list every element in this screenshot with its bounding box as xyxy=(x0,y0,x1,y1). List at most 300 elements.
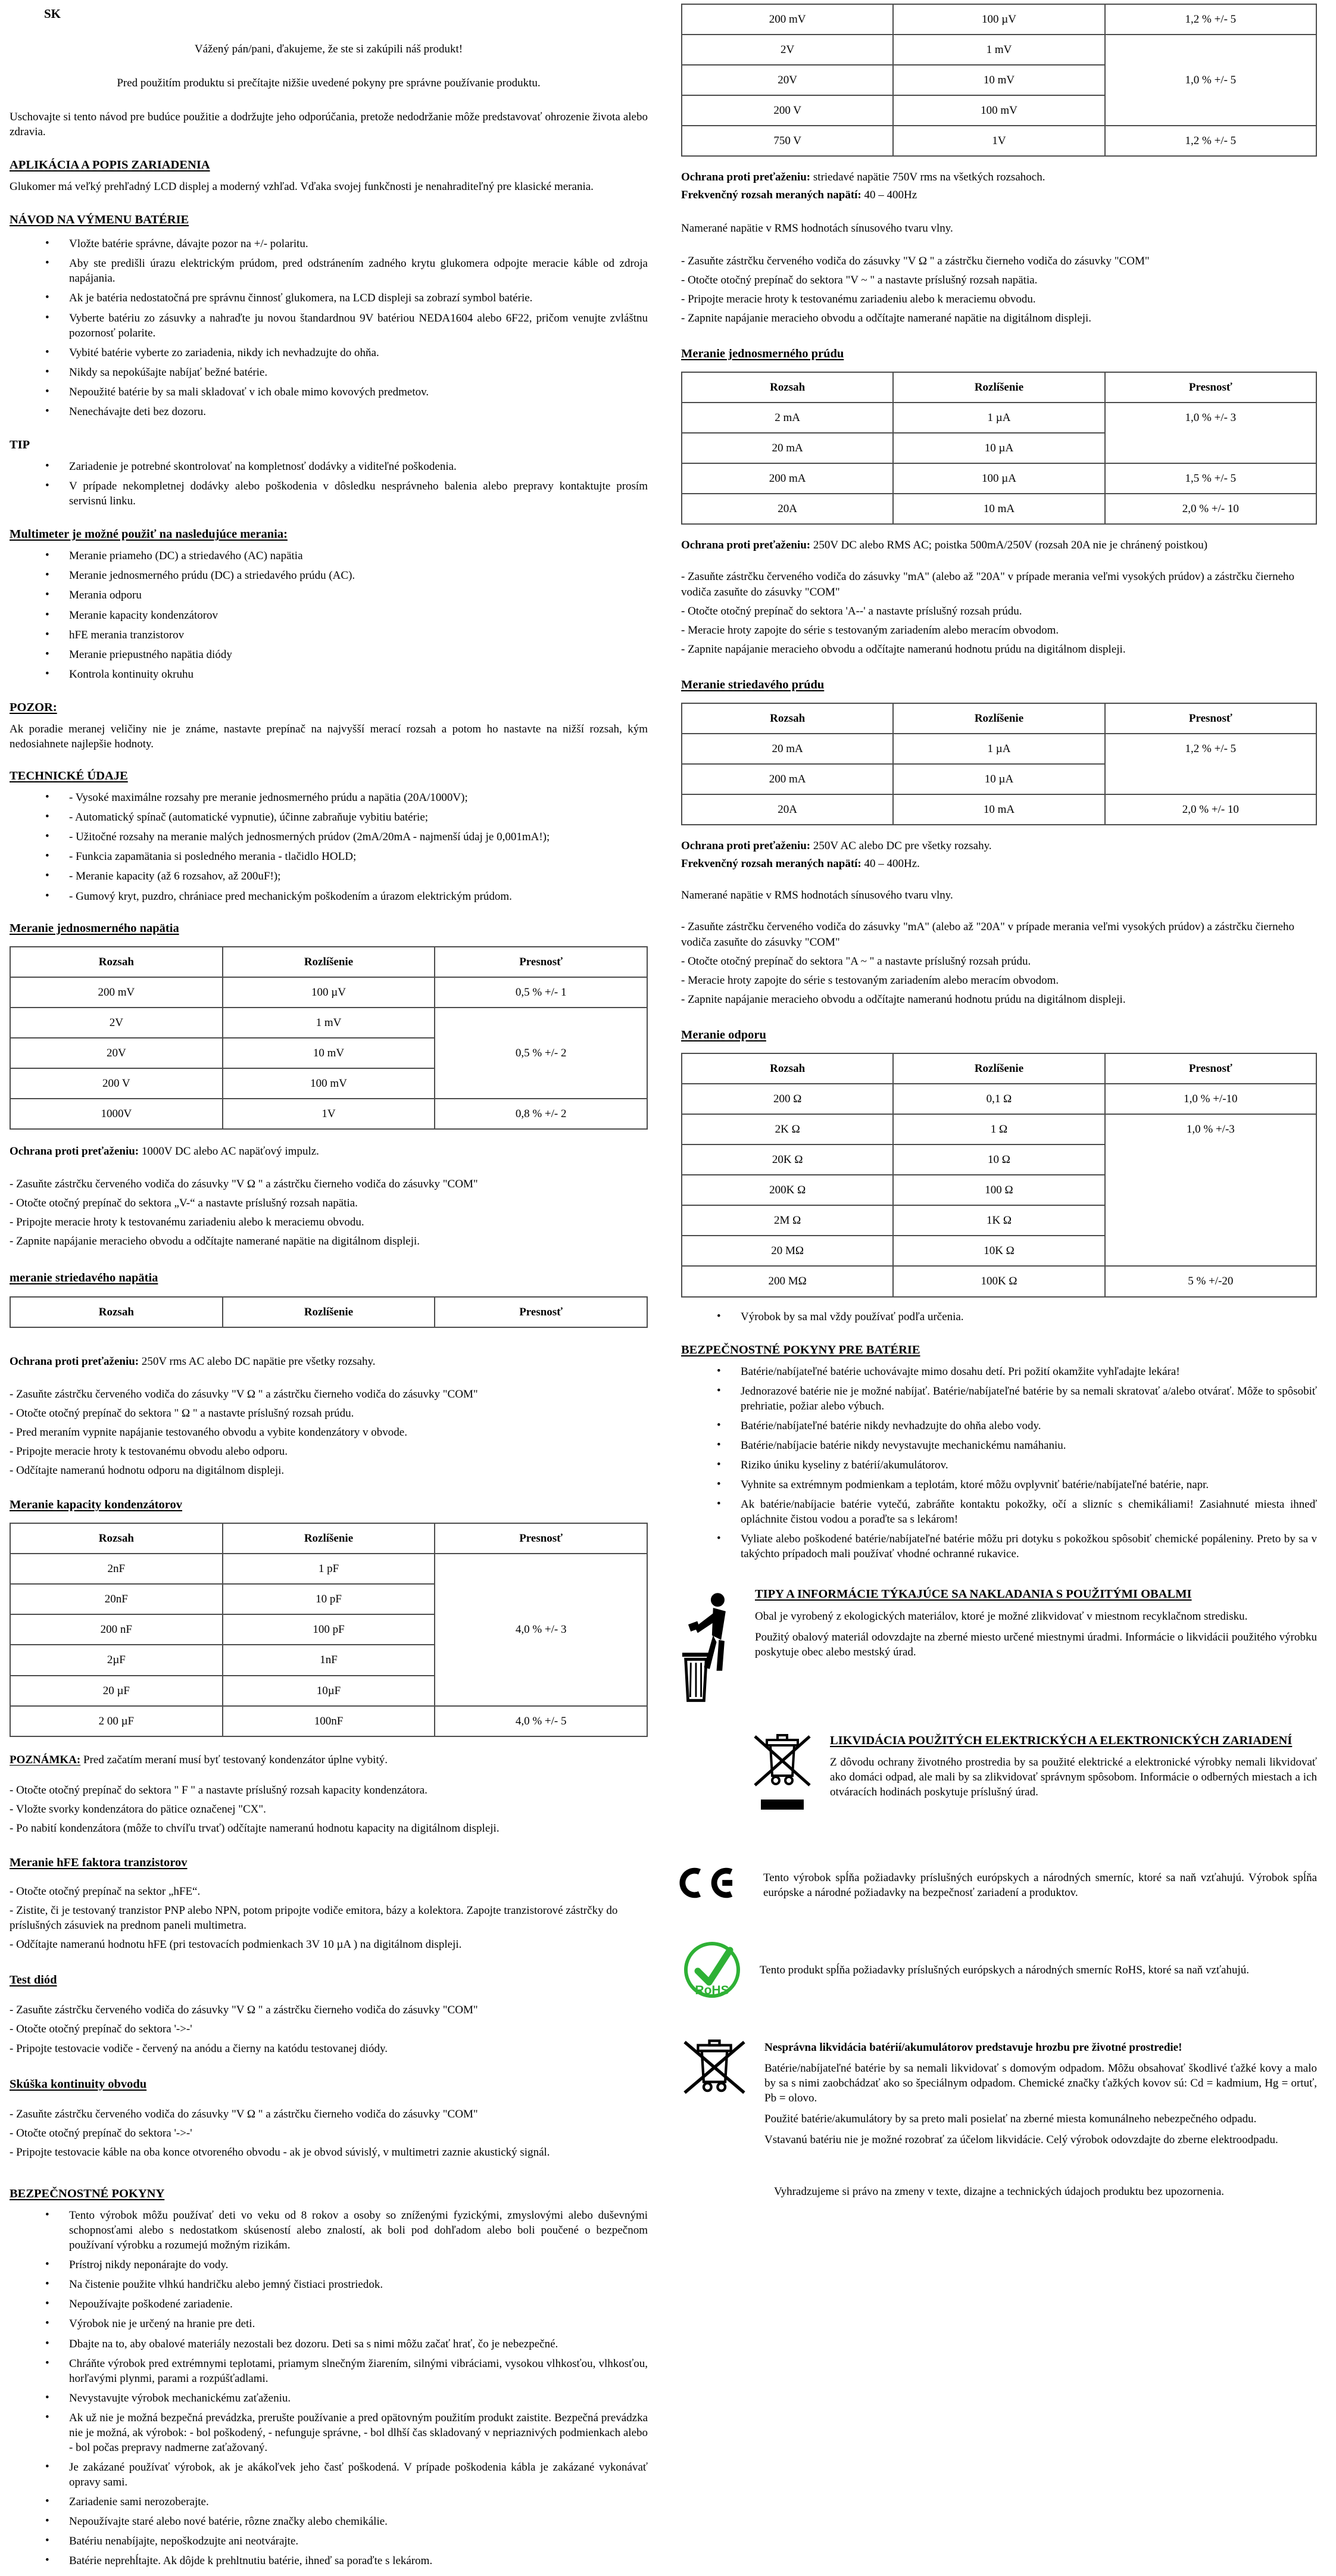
spec-table xyxy=(10,1296,648,1328)
icon-block-text xyxy=(760,1957,1317,1984)
spec-table-header-row xyxy=(10,1297,647,1327)
bullet-item: • Dbajte na to, aby obalové materiály nezostali bez dozoru. Deti sa s nimi môžu začať hrať, čo je nebezpečné. xyxy=(10,2337,648,2352)
icon-block-paragraph: Z dôvodu ochrany životného prostredia by sa použité elektrické a elektronické výrobky nemali likvidovať ako domáci odpad, ale mali by sa zlikvidovať správnym spôsobom. Informácie o odberných miestach a ich otváracích hodinách poskytuje príslušný úrad. xyxy=(830,1755,1317,1798)
note-label: POZNÁMKA: xyxy=(10,1753,81,1766)
table-row xyxy=(10,1008,647,1038)
bullet-item: • Riziko úniku kyseliny z batérií/akumulátorov. xyxy=(681,1458,1317,1473)
spec-table-body xyxy=(682,1084,1316,1297)
bullet-item: • Batérie/nabíjateľné batérie nikdy nevhadzujte do ohňa alebo vody. xyxy=(681,1418,1317,1433)
table-cell: 1 Ω xyxy=(893,1114,1104,1144)
icon-block xyxy=(681,1937,1317,2003)
section-heading: Meranie hFE faktora tranzistorov xyxy=(10,1855,188,1869)
bullet-item: • - Meranie kapacity (až 6 rozsahov, až 200uF!); xyxy=(10,869,648,884)
table-cell: 2M Ω xyxy=(682,1205,893,1236)
instruction-line: - Zasuňte zástrčku červeného vodiča do zásuvky "V Ω " a zástrčku čierneho vodiča do zásuvky "COM" xyxy=(10,1387,478,1401)
left-column xyxy=(10,5,648,2576)
table-cell: 1V xyxy=(893,126,1104,156)
instruction-line: - Pred meraním vypnite napájanie testovaného obvodu a vybite kondenzátory v obvode. xyxy=(10,1426,407,1439)
table-row xyxy=(682,734,1316,764)
table-cell: 2 mA xyxy=(682,403,893,433)
spec-table xyxy=(681,703,1317,825)
protection-note-line xyxy=(681,188,1317,202)
table-cell: 1,2 % +/- 5 xyxy=(1105,126,1316,156)
protection-note-value: striedavé napätie 750V rms na všetkých rozsahoch. xyxy=(810,171,1045,184)
table-row xyxy=(682,794,1316,825)
table-header-cell: Presnosť xyxy=(1105,703,1316,734)
icon-block-text xyxy=(755,1586,1317,1665)
table-cell: 10 mV xyxy=(893,65,1104,95)
table-cell: 10 mV xyxy=(223,1038,435,1068)
bullet-item: • Zariadenie je potrebné skontrolovať na kompletnosť dodávky a viditeľné poškodenia. xyxy=(10,459,648,474)
spec-table xyxy=(681,4,1317,157)
spec-table xyxy=(681,1053,1317,1298)
bullet-item: • Výrobok by sa mal vždy používať podľa určenia. xyxy=(681,1309,1317,1324)
centered-paragraph: Pred použitím produktu si prečítajte nižšie uvedené pokyny pre správne používanie produktu. xyxy=(117,76,541,89)
bullet-item: • Jednorazové batérie nie je možné nabíjať. Batérie/nabíjateľné batérie by sa nemali skratovať a/alebo otvárať. Môže to spôsobiť prehriatie, požiar alebo výbuch. xyxy=(681,1384,1317,1414)
spec-table xyxy=(10,1523,648,1737)
bullet-item: • Kontrola kontinuity okruhu xyxy=(10,667,648,682)
bullet-item: • Ak batérie/nabíjacie batérie vytečú, zabráňte kontaktu pokožky, očí a slizníc s chemikáliami! Zasiahnuté miesta ihneď opláchnite čistou vodou a poraďte sa s lekárom! xyxy=(681,1497,1317,1527)
table-row xyxy=(10,1099,647,1129)
table-cell: 200 nF xyxy=(10,1614,223,1645)
bullet-item: • Batérie/nabíjacie batérie nikdy nevystavujte mechanickému namáhaniu. xyxy=(681,1438,1317,1453)
instruction-line: - Otočte otočný prepínač do sektora „V-“ a nastavte príslušný rozsah napätia. xyxy=(10,1197,358,1210)
paragraph: Namerané napätie v RMS hodnotách sínusového tvaru vlny. xyxy=(681,889,953,902)
protection-note xyxy=(10,1354,648,1369)
bullet-item: • Meranie kapacity kondenzátorov xyxy=(10,608,648,623)
section-heading: meranie striedavého napätia xyxy=(10,1271,158,1285)
instruction-line: - Zasuňte zástrčku červeného vodiča do zásuvky "mA" (alebo až "20A" v prípade merania veľmi vysokých prúdov) a zástrčku čierneho vodiča zasuňte do zásuvky "COM" xyxy=(681,921,1295,949)
bullet-item: • Nenechávajte deti bez dozoru. xyxy=(10,404,648,419)
protection-note-line xyxy=(681,170,1317,185)
table-header-cell: Rozsah xyxy=(682,1053,893,1084)
table-cell: 1 mV xyxy=(893,35,1104,65)
table-cell: 10 mA xyxy=(893,494,1104,524)
section-heading: Meranie odporu xyxy=(681,1028,766,1041)
table-cell: 750 V xyxy=(682,126,893,156)
spec-table-header-row xyxy=(682,1053,1316,1084)
instruction-line: - Otočte otočný prepínač do sektora " Ω " a nastavte príslušný rozsah prúdu. xyxy=(10,1406,354,1420)
bullet-list xyxy=(681,1309,1317,1324)
icon-block-text xyxy=(763,1864,1317,1906)
instruction-line: - Zasuňte zástrčku červeného vodiča do zásuvky "V Ω " a zástrčku čierneho vodiča do zásuvky "COM" xyxy=(10,1178,478,1191)
centered-paragraph: Vážený pán/pani, ďakujeme, že ste si zakúpili náš produkt! xyxy=(194,42,463,55)
protection-note-value: 250V rms AC alebo DC napätie pre všetky rozsahy. xyxy=(139,1355,376,1368)
icon-block-paragraph: Tento výrobok spĺňa požiadavky príslušných európskych a národných smerníc, ktoré sa naň vzťahujú. Výrobok spĺňa európske a národné požiadavky na bezpečnosť zariadení a produktov. xyxy=(763,1871,1317,1899)
table-cell: 1,0 % +/- 5 xyxy=(1105,35,1316,126)
instruction-line: - Zasuňte zástrčku červeného vodiča do zásuvky "V Ω " a zástrčku čierneho vodiča do zásuvky "COM" xyxy=(10,2004,478,2017)
instruction-lines xyxy=(10,2107,648,2160)
instruction-line: - Otočte otočný prepínač do sektora " F " a nastavte príslušný rozsah kapacity kondenzátora. xyxy=(10,1783,427,1797)
bullet-item: • - Funkcia zapamätania si posledného merania - tlačidlo HOLD; xyxy=(10,849,648,864)
instruction-lines xyxy=(681,569,1317,656)
battery-bin-icon xyxy=(681,2039,748,2104)
table-cell: 0,5 % +/- 2 xyxy=(435,1008,647,1099)
spec-table-header-row xyxy=(10,947,647,977)
bullet-item: • Nepoužívajte poškodené zariadenie. xyxy=(10,2297,648,2312)
icon-block-text xyxy=(764,2039,1317,2153)
instruction-line: - Zasuňte zástrčku červeného vodiča do zásuvky "mA" (alebo až "20A" v prípade merania veľmi vysokých prúdov) a zástrčku čierneho vodiča zasuňte do zásuvky "COM" xyxy=(681,570,1295,598)
table-cell: 100 mV xyxy=(893,95,1104,126)
table-cell: 0,5 % +/- 1 xyxy=(435,977,647,1008)
icon-block xyxy=(681,2039,1317,2153)
bullet-item: • Vyberte batériu zo zásuvky a nahraďte ju novou štandardnou 9V batériou NEDA1604 alebo 6F22, pričom venujte zvláštnu pozornosť polarite. xyxy=(10,311,648,341)
table-cell: 0,1 Ω xyxy=(893,1084,1104,1114)
icon-block xyxy=(681,1586,1317,1710)
instruction-line: - Zasuňte zástrčku červeného vodiča do zásuvky "V Ω " a zástrčku čierneho vodiča do zásuvky "COM" xyxy=(681,254,1150,267)
instruction-line: - Otočte otočný prepínač do sektora 'A--' a nastavte príslušný rozsah prúdu. xyxy=(681,604,1022,618)
table-cell: 2,0 % +/- 10 xyxy=(1105,794,1316,825)
table-header-cell: Rozlíšenie xyxy=(223,1297,435,1327)
table-cell: 20 mA xyxy=(682,433,893,463)
instruction-line: - Pripojte meracie hroty k testovanému zariadeniu alebo k meraciemu obvodu. xyxy=(681,292,1036,305)
icon-block-paragraph: Batérie/nabíjateľné batérie by sa nemali likvidovať s domovým odpadom. Môžu obsahovať škodlivé ťažké kovy a malo by sa s nimi zaobchádzať ako so špeciálnym odpadom. Chemické značky ťažkých kovov sú: Cd = kadmium, Hg = ortuť, Pb = olovo. xyxy=(764,2062,1317,2105)
table-cell: 4,0 % +/- 3 xyxy=(435,1554,647,1705)
table-row xyxy=(682,1084,1316,1114)
table-cell: 5 % +/-20 xyxy=(1105,1266,1316,1296)
spec-table xyxy=(681,372,1317,525)
table-header-cell: Rozlíšenie xyxy=(893,703,1104,734)
table-cell: 4,0 % +/- 5 xyxy=(435,1706,647,1736)
table-header-cell: Rozlíšenie xyxy=(223,1523,435,1554)
table-cell: 100 µA xyxy=(893,463,1104,494)
spec-table-head xyxy=(682,703,1316,734)
table-cell: 20 mA xyxy=(682,734,893,764)
instruction-lines xyxy=(681,919,1317,1006)
table-cell: 20 MΩ xyxy=(682,1236,893,1266)
section-heading: Meranie kapacity kondenzátorov xyxy=(10,1498,183,1512)
protection-note-label: Ochrana proti preťaženiu: xyxy=(681,840,811,853)
table-cell: 1nF xyxy=(223,1645,435,1675)
table-cell: 1K Ω xyxy=(893,1205,1104,1236)
bullet-item: • Merania odporu xyxy=(10,588,648,603)
table-cell: 1 mV xyxy=(223,1008,435,1038)
instruction-line: - Zapnite napájanie meracieho obvodu a odčítajte nameranú hodnotu prúdu na digitálnom displeji. xyxy=(681,643,1126,656)
bullet-item: • - Automatický spínač (automatické vypnutie), účinne zabraňuje vybitiu batérie; xyxy=(10,810,648,825)
instruction-line: - Zasuňte zástrčku červeného vodiča do zásuvky "V Ω " a zástrčku čierneho vodiča do zásuvky "COM" xyxy=(10,2107,478,2120)
table-cell: 10 µA xyxy=(893,433,1104,463)
bullet-list xyxy=(10,2208,648,2569)
protection-note-line xyxy=(681,838,1317,853)
bullet-item: • Meranie priameho (DC) a striedavého (AC) napätia xyxy=(10,548,648,563)
table-row xyxy=(10,1554,647,1584)
section-heading: Multimeter je možné použiť na nasledujúce merania: xyxy=(10,528,288,541)
bullet-item: • Meranie jednosmerného prúdu (DC) a striedavého prúdu (AC). xyxy=(10,568,648,583)
instruction-lines xyxy=(10,1177,648,1249)
section-heading: BEZPEČNOSTNÉ POKYNY xyxy=(10,2187,165,2200)
spec-table-body xyxy=(682,734,1316,825)
bullet-list xyxy=(10,790,648,903)
table-cell: 10K Ω xyxy=(893,1236,1104,1266)
table-cell: 10 Ω xyxy=(893,1144,1104,1175)
instruction-line: - Pripojte meracie hroty k testovanému obvodu alebo odporu. xyxy=(10,1445,288,1458)
bullet-list xyxy=(10,459,648,509)
table-cell: 2V xyxy=(682,35,893,65)
bullet-item: • Batérie/nabíjateľné batérie uchovávajte mimo dosahu detí. Pri požití okamžite vyhľadajte lekára! xyxy=(681,1364,1317,1379)
protection-note-label: Frekvenčný rozsah meraných napätí: xyxy=(681,857,861,871)
bullet-item: • hFE merania tranzistorov xyxy=(10,628,648,643)
page-language-label: SK xyxy=(44,7,61,21)
bullet-item: • - Užitočné rozsahy na meranie malých jednosmerných prúdov (2mA/20mA - najmenší údaj je 0,001mA!); xyxy=(10,829,648,844)
table-cell: 10 µA xyxy=(893,764,1104,794)
instruction-line: - Meracie hroty zapojte do série s testovaným zariadením alebo meracím obvodom. xyxy=(681,974,1059,987)
bullet-item: • Nevystavujte výrobok mechanickému zaťaženiu. xyxy=(10,2391,648,2406)
section-heading: POZOR: xyxy=(10,700,57,714)
weee-bin-icon xyxy=(751,1733,813,1826)
icon-block-paragraph: Použitý obalový materiál odovzdajte na zberné miesto určené miestnymi úradmi. Informácie o likvidácii použitého výrobku poskytuje obec alebo mestský úrad. xyxy=(755,1630,1317,1658)
instruction-line: - Pripojte testovacie káble na oba konce otvoreného obvodu - ak je obvod súvislý, v multimetri zaznie akustický signál. xyxy=(10,2145,550,2159)
table-cell: 200 mV xyxy=(10,977,223,1008)
section-heading: TECHNICKÉ ÚDAJE xyxy=(10,769,128,783)
icon-block xyxy=(681,1864,1317,1906)
table-header-cell: Presnosť xyxy=(1105,372,1316,403)
protection-note-line xyxy=(681,856,1317,871)
table-cell: 100 Ω xyxy=(893,1175,1104,1205)
spec-table-head xyxy=(10,1297,647,1327)
spec-table-header-row xyxy=(682,372,1316,403)
table-row xyxy=(682,463,1316,494)
protection-note xyxy=(10,1144,648,1159)
bullet-item: • Aby ste predišli úrazu elektrickým prúdom, pred odstránením zadného krytu glukomera odpojte meracie káble od zdroja napájania. xyxy=(10,256,648,286)
bullet-item: • Batériu nenabíjajte, nepoškodzujte ani neotvárajte. xyxy=(10,2534,648,2549)
table-cell: 1,0 % +/- 3 xyxy=(1105,403,1316,463)
bullet-item: • Batérie neprehĺtajte. Ak dôjde k prehltnutiu batérie, ihneď sa poraďte s lekárom. xyxy=(10,2553,648,2568)
icon-block-heading: TIPY A INFORMÁCIE TÝKAJÚCE SA NAKLADANIA S POUŽITÝMI OBALMI xyxy=(755,1588,1192,1601)
bullet-item: • Nikdy sa nepokúšajte nabíjať bežné batérie. xyxy=(10,365,648,380)
instruction-lines xyxy=(10,1884,648,1952)
spec-table-body xyxy=(10,977,647,1129)
icon-block xyxy=(751,1733,1317,1826)
table-cell: 20nF xyxy=(10,1584,223,1614)
bullet-item: • Výrobok nie je určený na hranie pre deti. xyxy=(10,2316,648,2331)
bullet-item: • V prípade nekompletnej dodávky alebo poškodenia v dôsledku nesprávneho balenia alebo prepravy kontaktujte prosím servisnú linku. xyxy=(10,479,648,509)
section-heading: Test diód xyxy=(10,1973,57,1987)
table-row xyxy=(682,1114,1316,1144)
bullet-item: • Prístroj nikdy neponárajte do vody. xyxy=(10,2257,648,2272)
protection-note xyxy=(681,538,1317,553)
instruction-line: - Pripojte testovacie vodiče - červený na anódu a čierny na katódu testovanej diódy. xyxy=(10,2042,388,2055)
bullet-item: • - Vysoké maximálne rozsahy pre meranie jednosmerného prúdu a napätia (20A/1000V); xyxy=(10,790,648,805)
note-text: Pred začatím meraní musí byť testovaný kondenzátor úplne vybitý. xyxy=(80,1753,388,1766)
section-heading: BEZPEČNOSTNÉ POKYNY PRE BATÉRIE xyxy=(681,1343,920,1356)
section-heading: NÁVOD NA VÝMENU BATÉRIE xyxy=(10,213,189,227)
instruction-lines xyxy=(10,2003,648,2056)
spec-table-body xyxy=(682,403,1316,524)
table-cell: 100 µV xyxy=(223,977,435,1008)
instruction-line: - Odčítajte nameranú hodnotu hFE (pri testovacích podmienkach 3V 10 µA ) na digitálnom displeji. xyxy=(10,1938,462,1951)
bullet-item: • Nepoužité batérie by sa mali skladovať v ich obale mimo kovových predmetov. xyxy=(10,385,648,400)
table-cell: 1000V xyxy=(10,1099,223,1129)
instruction-line: - Odčítajte nameranú hodnotu odporu na digitálnom displeji. xyxy=(10,1464,285,1477)
table-cell: 10µF xyxy=(223,1676,435,1706)
table-cell: 200 mA xyxy=(682,764,893,794)
protection-note-label: Ochrana proti preťaženiu: xyxy=(681,171,811,184)
centered-paragraph: Vyhradzujeme si právo na zmeny v texte, dizajne a technických údajoch produktu bez upozornenia. xyxy=(773,2185,1225,2198)
bullet-item: • - Gumový kryt, puzdro, chrániace pred mechanickým poškodením a úrazom elektrickým prúdom. xyxy=(10,889,648,904)
bullet-list xyxy=(10,236,648,419)
bullet-item: • Vyliate alebo poškodené batérie/nabíjateľné batérie môžu pri dotyku s pokožkou spôsobiť chemické popáleniny. Preto by sa v takýchto prípadoch mali používať vhodné ochranné rukavice. xyxy=(681,1532,1317,1561)
table-row xyxy=(682,403,1316,433)
instruction-line: - Otočte otočný prepínač do sektora '->-' xyxy=(10,2023,192,2036)
table-header-cell: Presnosť xyxy=(435,1297,647,1327)
bullet-item: • Meranie priepustného napätia diódy xyxy=(10,647,648,662)
bullet-item: • Vyhnite sa extrémnym podmienkam a teplotám, ktoré môžu ovplyvniť batérie/nabíjateľné batérie, napr. xyxy=(681,1477,1317,1492)
paragraph: Glukomer má veľký prehľadný LCD displej a moderný vzhľad. Vďaka svojej funkčnosti je nenahraditeľný pre klasické merania. xyxy=(10,180,594,194)
section-heading: Meranie jednosmerného prúdu xyxy=(681,347,844,360)
instruction-line: - Zapnite napájanie meracieho obvodu a odčítajte nameranú hodnotu prúdu na digitálnom displeji. xyxy=(681,993,1126,1006)
section-heading: Skúška kontinuity obvodu xyxy=(10,2077,147,2091)
table-cell: 20A xyxy=(682,794,893,825)
icon-block-paragraph: Použité batérie/akumulátory by sa preto mali posielať na zberné miesta komunálneho nebezpečného odpadu. xyxy=(764,2113,1257,2126)
icon-block-heading: LIKVIDÁCIA POUŽITÝCH ELEKTRICKÝCH A ELEKTRONICKÝCH ZARIADENÍ xyxy=(830,1733,1293,1747)
icon-block-paragraph: Tento produkt spĺňa požiadavky príslušných európskych a národných smerníc RoHS, ktoré sa naň vzťahujú. xyxy=(760,1963,1250,1976)
spec-table-head xyxy=(10,1523,647,1554)
protection-note-value: 1000V DC alebo AC napäťový impulz. xyxy=(139,1145,319,1158)
table-row xyxy=(10,1706,647,1736)
table-cell: 1,0 % +/-3 xyxy=(1105,1114,1316,1266)
instruction-line: - Otočte otočný prepínač do sektora '->-' xyxy=(10,2126,192,2140)
icon-block-paragraph: Obal je vyrobený z ekologických materiálov, ktoré je možné zlikvidovať v miestnom recyklačnom stredisku. xyxy=(755,1610,1248,1623)
spec-table-body xyxy=(10,1554,647,1736)
instruction-line: - Meracie hroty zapojte do série s testovaným zariadením alebo meracím obvodom. xyxy=(681,623,1059,637)
instruction-line: - Pripojte meracie hroty k testovanému zariadeniu alebo k meraciemu obvodu. xyxy=(10,1216,364,1229)
spec-table-body xyxy=(682,4,1316,156)
protection-note-value: 40 – 400Hz. xyxy=(861,857,920,871)
instruction-line: - Zistite, či je testovaný tranzistor PNP alebo NPN, potom pripojte vodiče emitora, bázy a kolektora. Zapojte tranzistorové zástrčky do príslušných zásuviek na prednom paneli multimetra. xyxy=(10,1904,618,1932)
section-heading: APLIKÁCIA A POPIS ZARIADENIA xyxy=(10,158,210,172)
protection-note-line xyxy=(10,1354,648,1369)
instruction-line: - Vložte svorky kondenzátora do pätice označenej "CX". xyxy=(10,1802,266,1816)
table-cell: 100nF xyxy=(223,1706,435,1736)
bullet-item: • Vybité batérie vyberte zo zariadenia, nikdy ich nevhadzujte do ohňa. xyxy=(10,345,648,360)
bullet-list xyxy=(681,1364,1317,1562)
protection-note-value: 40 – 400Hz xyxy=(861,189,917,202)
icon-block-paragraph: Vstavanú batériu nie je možné rozobrať za účelom likvidácie. Celý výrobok odovzdajte do zberne elektroodpadu. xyxy=(764,2134,1278,2147)
spec-table-header-row xyxy=(10,1523,647,1554)
section-heading: Meranie jednosmerného napätia xyxy=(10,921,179,935)
table-cell: 2 00 µF xyxy=(10,1706,223,1736)
table-cell: 100 pF xyxy=(223,1614,435,1645)
paragraph: Ak poradie meranej veličiny nie je známe, nastavte prepínač na najvyšší merací rozsah a potom ho nastavte na nižší rozsah, kým nedosiahnete najlepšie hodnoty. xyxy=(10,722,648,750)
table-cell: 2K Ω xyxy=(682,1114,893,1144)
table-cell: 20K Ω xyxy=(682,1144,893,1175)
instruction-line: - Otočte otočný prepínač na sektor „hFE“. xyxy=(10,1885,201,1898)
spec-table xyxy=(10,946,648,1130)
protection-note-label: Ochrana proti preťaženiu: xyxy=(681,539,811,552)
table-cell: 2,0 % +/- 10 xyxy=(1105,494,1316,524)
table-row xyxy=(682,1266,1316,1296)
icon-block-boldline: Nesprávna likvidácia batérií/akumulátorov predstavuje hrozbu pre životné prostredie! xyxy=(764,2041,1182,2054)
table-cell: 200 MΩ xyxy=(682,1266,893,1296)
protection-note-label: Ochrana proti preťaženiu: xyxy=(10,1145,139,1158)
instruction-line: - Po nabití kondenzátora (môže to chvíľu trvať) odčítajte nameranú hodnotu kapacity na digitálnom displeji. xyxy=(10,1822,500,1835)
protection-note xyxy=(681,170,1317,202)
protection-note-line xyxy=(681,538,1317,553)
table-cell: 0,8 % +/- 2 xyxy=(435,1099,647,1129)
table-cell: 100 mV xyxy=(223,1068,435,1099)
tidyman-icon xyxy=(681,1586,738,1710)
table-cell: 200 Ω xyxy=(682,1084,893,1114)
table-cell: 2nF xyxy=(10,1554,223,1584)
spec-table-header-row xyxy=(682,703,1316,734)
table-cell: 200 mV xyxy=(682,4,893,35)
ce-mark-icon xyxy=(681,1864,747,1906)
table-cell: 100 µV xyxy=(893,4,1104,35)
protection-note-value: 250V DC alebo RMS AC; poistka 500mA/250V (rozsah 20A nie je chránený poistkou) xyxy=(810,539,1208,552)
table-header-cell: Rozsah xyxy=(10,1297,223,1327)
table-cell: 1,2 % +/- 5 xyxy=(1105,4,1316,35)
table-header-cell: Rozlíšenie xyxy=(223,947,435,977)
instruction-lines xyxy=(10,1387,648,1478)
table-row xyxy=(682,35,1316,65)
bullet-item: • Nepoužívajte staré alebo nové batérie, rôzne značky alebo chemikálie. xyxy=(10,2514,648,2529)
table-cell: 2µF xyxy=(10,1645,223,1675)
table-cell: 10 pF xyxy=(223,1584,435,1614)
table-cell: 1 µA xyxy=(893,734,1104,764)
table-cell: 1,5 % +/- 5 xyxy=(1105,463,1316,494)
table-cell: 20 µF xyxy=(10,1676,223,1706)
table-row xyxy=(682,126,1316,156)
bullet-item: • Ak už nie je možná bezpečná prevádzka, prerušte používanie a pred opätovným použitím produkt zaistite. Bezpečná prevádzka nie je možná, ak výrobok: - bol poškodený, - nefunguje správne, - bol dlhší čas skladovaný v nepriaznivých podmienkach alebo - bol počas prepravy nadmerne zaťažovaný. xyxy=(10,2410,648,2455)
table-header-cell: Presnosť xyxy=(1105,1053,1316,1084)
section-heading: Meranie striedavého prúdu xyxy=(681,678,825,691)
bullet-item: • Vložte batérie správne, dávajte pozor na +/- polaritu. xyxy=(10,236,648,251)
table-header-cell: Rozsah xyxy=(682,372,893,403)
table-header-cell: Rozsah xyxy=(682,703,893,734)
bullet-item: • Ak je batéria nedostatočná pre správnu činnosť glukomera, na LCD displeji sa zobrazí symbol batérie. xyxy=(10,291,648,305)
table-row xyxy=(682,4,1316,35)
table-header-cell: Presnosť xyxy=(435,947,647,977)
table-header-cell: Rozsah xyxy=(10,1523,223,1554)
table-cell: 200 mA xyxy=(682,463,893,494)
table-header-cell: Rozlíšenie xyxy=(893,1053,1104,1084)
table-cell: 200 V xyxy=(10,1068,223,1099)
table-cell: 1,2 % +/- 5 xyxy=(1105,734,1316,794)
bullet-item: • Je zakázané používať výrobok, ak je akákoľvek jeho časť poškodená. V prípade poškodenia kábla je zakázané vykonávať opravy sami. xyxy=(10,2460,648,2490)
protection-note-value: 250V AC alebo DC pre všetky rozsahy. xyxy=(810,840,992,853)
protection-note xyxy=(681,838,1317,871)
bullet-list xyxy=(10,548,648,682)
table-cell: 20A xyxy=(682,494,893,524)
instruction-line: - Zapnite napájanie meracieho obvodu a odčítajte namerané napätie na digitálnom displeji. xyxy=(10,1235,420,1248)
table-row xyxy=(682,494,1316,524)
table-cell: 10 mA xyxy=(893,794,1104,825)
bullet-item: • Na čistenie použite vlhkú handričku alebo jemný čistiaci prostriedok. xyxy=(10,2277,648,2292)
instruction-lines xyxy=(10,1783,648,1836)
table-cell: 2V xyxy=(10,1008,223,1038)
instruction-line: - Otočte otočný prepínač do sektora "V ~ " a nastavte príslušný rozsah napätia. xyxy=(681,273,1038,286)
table-cell: 100K Ω xyxy=(893,1266,1104,1296)
spec-table-head xyxy=(682,1053,1316,1084)
table-cell: 1 µA xyxy=(893,403,1104,433)
table-cell: 1V xyxy=(223,1099,435,1129)
table-cell: 200 V xyxy=(682,95,893,126)
table-header-cell: Rozsah xyxy=(10,947,223,977)
instruction-line: - Otočte otočný prepínač do sektora "A ~ " a nastavte príslušný rozsah prúdu. xyxy=(681,955,1031,968)
paragraph: Uschovajte si tento návod pre budúce použitie a dodržujte jeho odporúčania, pretože nedodržanie môže predstavovať ohrozenie života alebo zdravia. xyxy=(10,110,648,138)
table-header-cell: Rozlíšenie xyxy=(893,372,1104,403)
svg-text:RoHS: RoHS xyxy=(695,1983,729,1997)
section-heading: TIP xyxy=(10,438,30,451)
table-header-cell: Presnosť xyxy=(435,1523,647,1554)
note-paragraph xyxy=(10,1752,648,1767)
protection-note-label: Frekvenčný rozsah meraných napätí: xyxy=(681,189,861,202)
table-cell: 200K Ω xyxy=(682,1175,893,1205)
icon-block-text xyxy=(830,1733,1317,1805)
table-cell: 1,0 % +/-10 xyxy=(1105,1084,1316,1114)
paragraph: Namerané napätie v RMS hodnotách sínusového tvaru vlny. xyxy=(681,222,953,235)
right-column xyxy=(681,4,1317,2218)
